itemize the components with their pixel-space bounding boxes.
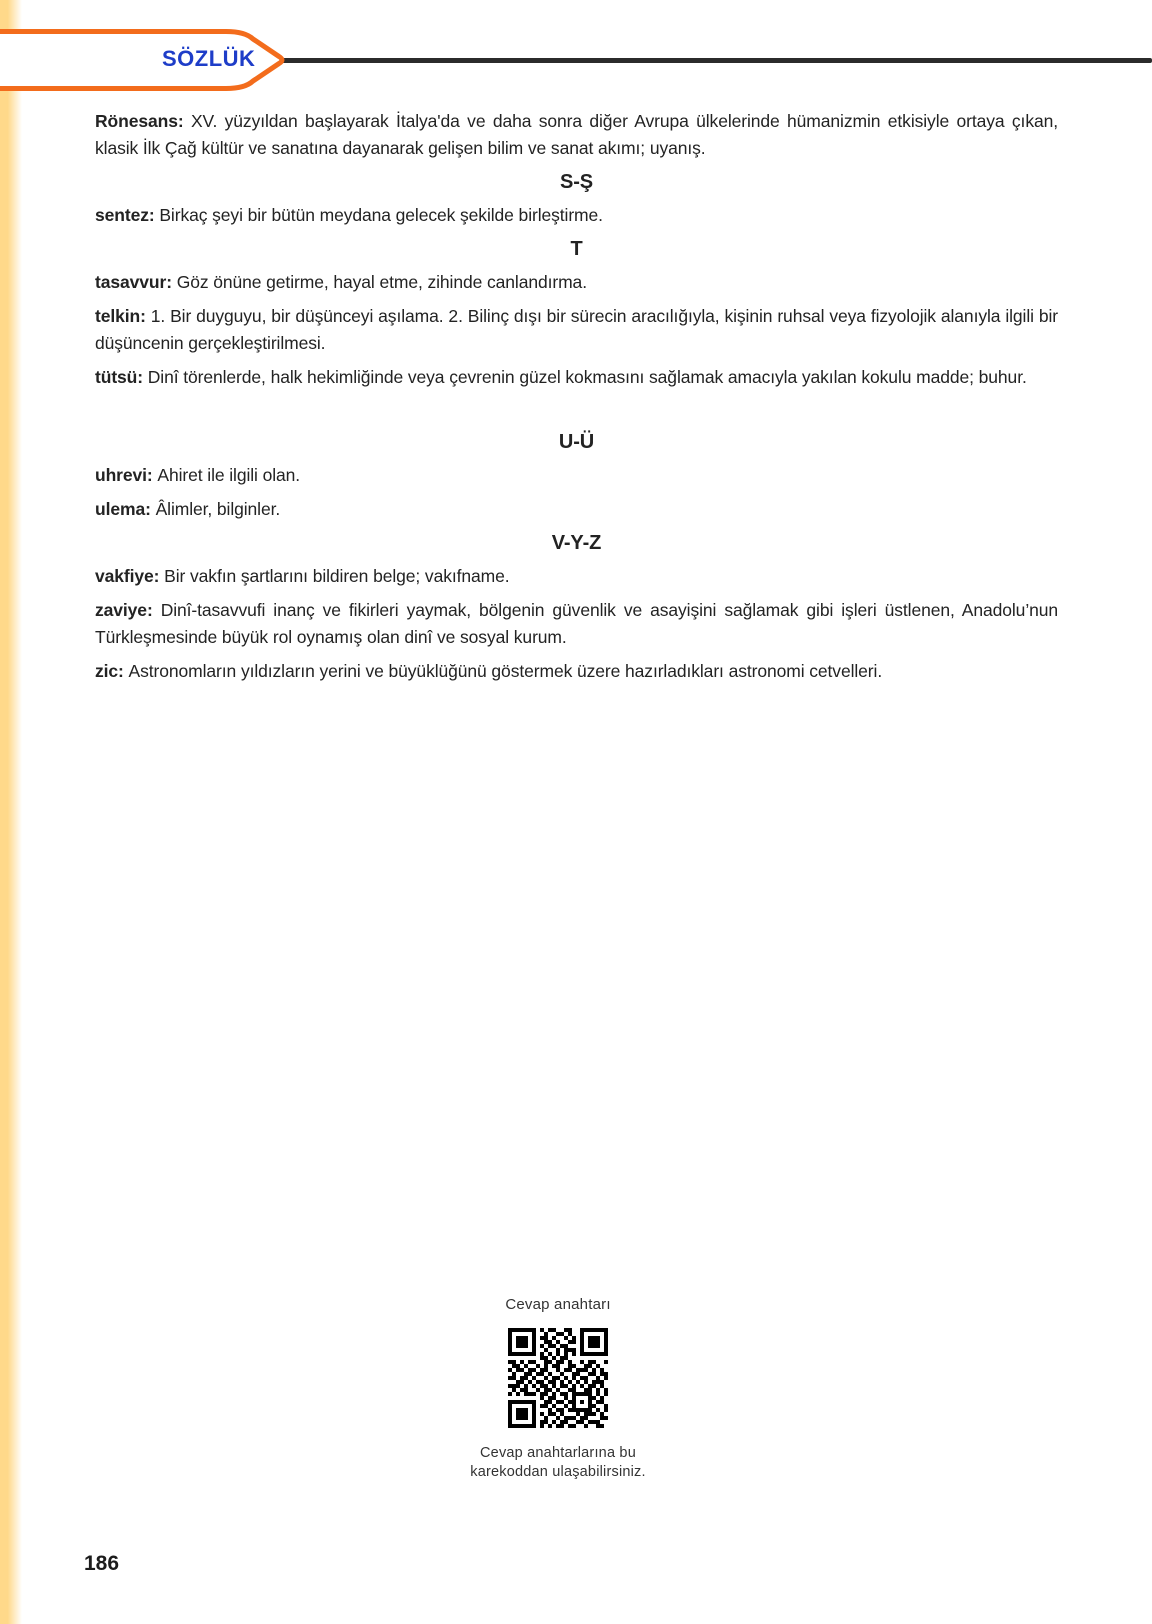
- glossary-term: zaviye:: [95, 600, 161, 620]
- glossary-term: tasavvur:: [95, 272, 177, 292]
- header-rule: [278, 58, 1152, 63]
- glossary-entry: uhrevi: Ahiret ile ilgili olan.: [95, 465, 301, 485]
- qr-title: Cevap anahtarı: [505, 1296, 611, 1313]
- glossary-entry: sentez: Birkaç şeyi bir bütün meydana gelecek şekilde birleştirme.: [95, 205, 603, 225]
- glossary-term: Rönesans:: [95, 111, 191, 131]
- glossary-entry: tütsü: Dinî törenlerde, halk hekimliğinde veya çevrenin güzel kokmasını sağlamak amacıyla yakılan kokulu madde; buhur.: [95, 367, 1027, 387]
- glossary-entry: zaviye: Dinî-tasavvufi inanç ve fikirleri yaymak, bölgenin güvenlik ve asayişini sağlamak gibi işleri üstlenen, Anadolu’nun Türkleşmesinde büyük rol oynamış olan dinî ve sosyal kurum.: [95, 600, 1059, 647]
- glossary-entry: Rönesans: XV. yüzyıldan başlayarak İtalya'da ve daha sonra diğer Avrupa ülkelerinde hümanizmin etkisiyle ortaya çıkan, klasik İlk Çağ kültür ve sanatına dayanarak gelişen bilim ve sanat akımı; uyanış.: [95, 111, 1058, 158]
- glossary-entry: telkin: 1. Bir duyguyu, bir düşünceyi aşılama. 2. Bilinç dışı bir sürecin aracılığıyla, kişinin ruhsal veya fizyolojik alanıyla ilgili bir düşüncenin gerçekleştirilmesi.: [95, 306, 1058, 353]
- glossary-term: tütsü:: [95, 367, 148, 387]
- qr-code: [508, 1328, 608, 1428]
- glossary-entry: zic: Astronomların yıldızların yerini ve büyüklüğünü göstermek üzere hazırladıkları astronomi cetvelleri.: [95, 661, 883, 681]
- left-accent-stripe: [0, 0, 22, 1624]
- section-header: S-Ş: [559, 171, 594, 193]
- section-header: T: [570, 238, 583, 260]
- section-header: U-Ü: [558, 431, 595, 453]
- glossary-term: ulema:: [95, 499, 156, 519]
- page-title: SÖZLÜK: [162, 46, 256, 71]
- answer-key-block: [408, 1296, 708, 1482]
- glossary-term: sentez:: [95, 205, 160, 225]
- qr-caption: [408, 1444, 708, 1482]
- sozluk-tab: [0, 28, 300, 94]
- section-header: V-Y-Z: [551, 532, 602, 554]
- glossary-term: uhrevi:: [95, 465, 158, 485]
- glossary-term: telkin:: [95, 306, 151, 326]
- glossary: [95, 108, 1058, 692]
- glossary-entry: ulema: Âlimler, bilginler.: [95, 499, 281, 519]
- glossary-term: zic:: [95, 661, 129, 681]
- glossary-entry: vakfiye: Bir vakfın şartlarını bildiren belge; vakıfname.: [95, 566, 510, 586]
- glossary-term: vakfiye:: [95, 566, 165, 586]
- page-number: 186: [84, 1552, 120, 1575]
- glossary-entry: tasavvur: Göz önüne getirme, hayal etme, zihinde canlandırma.: [95, 272, 587, 292]
- qr-caption-line2: karekoddan ulaşabilirsiniz.: [470, 1464, 646, 1480]
- qr-caption-line1: Cevap anahtarlarına bu: [480, 1445, 636, 1461]
